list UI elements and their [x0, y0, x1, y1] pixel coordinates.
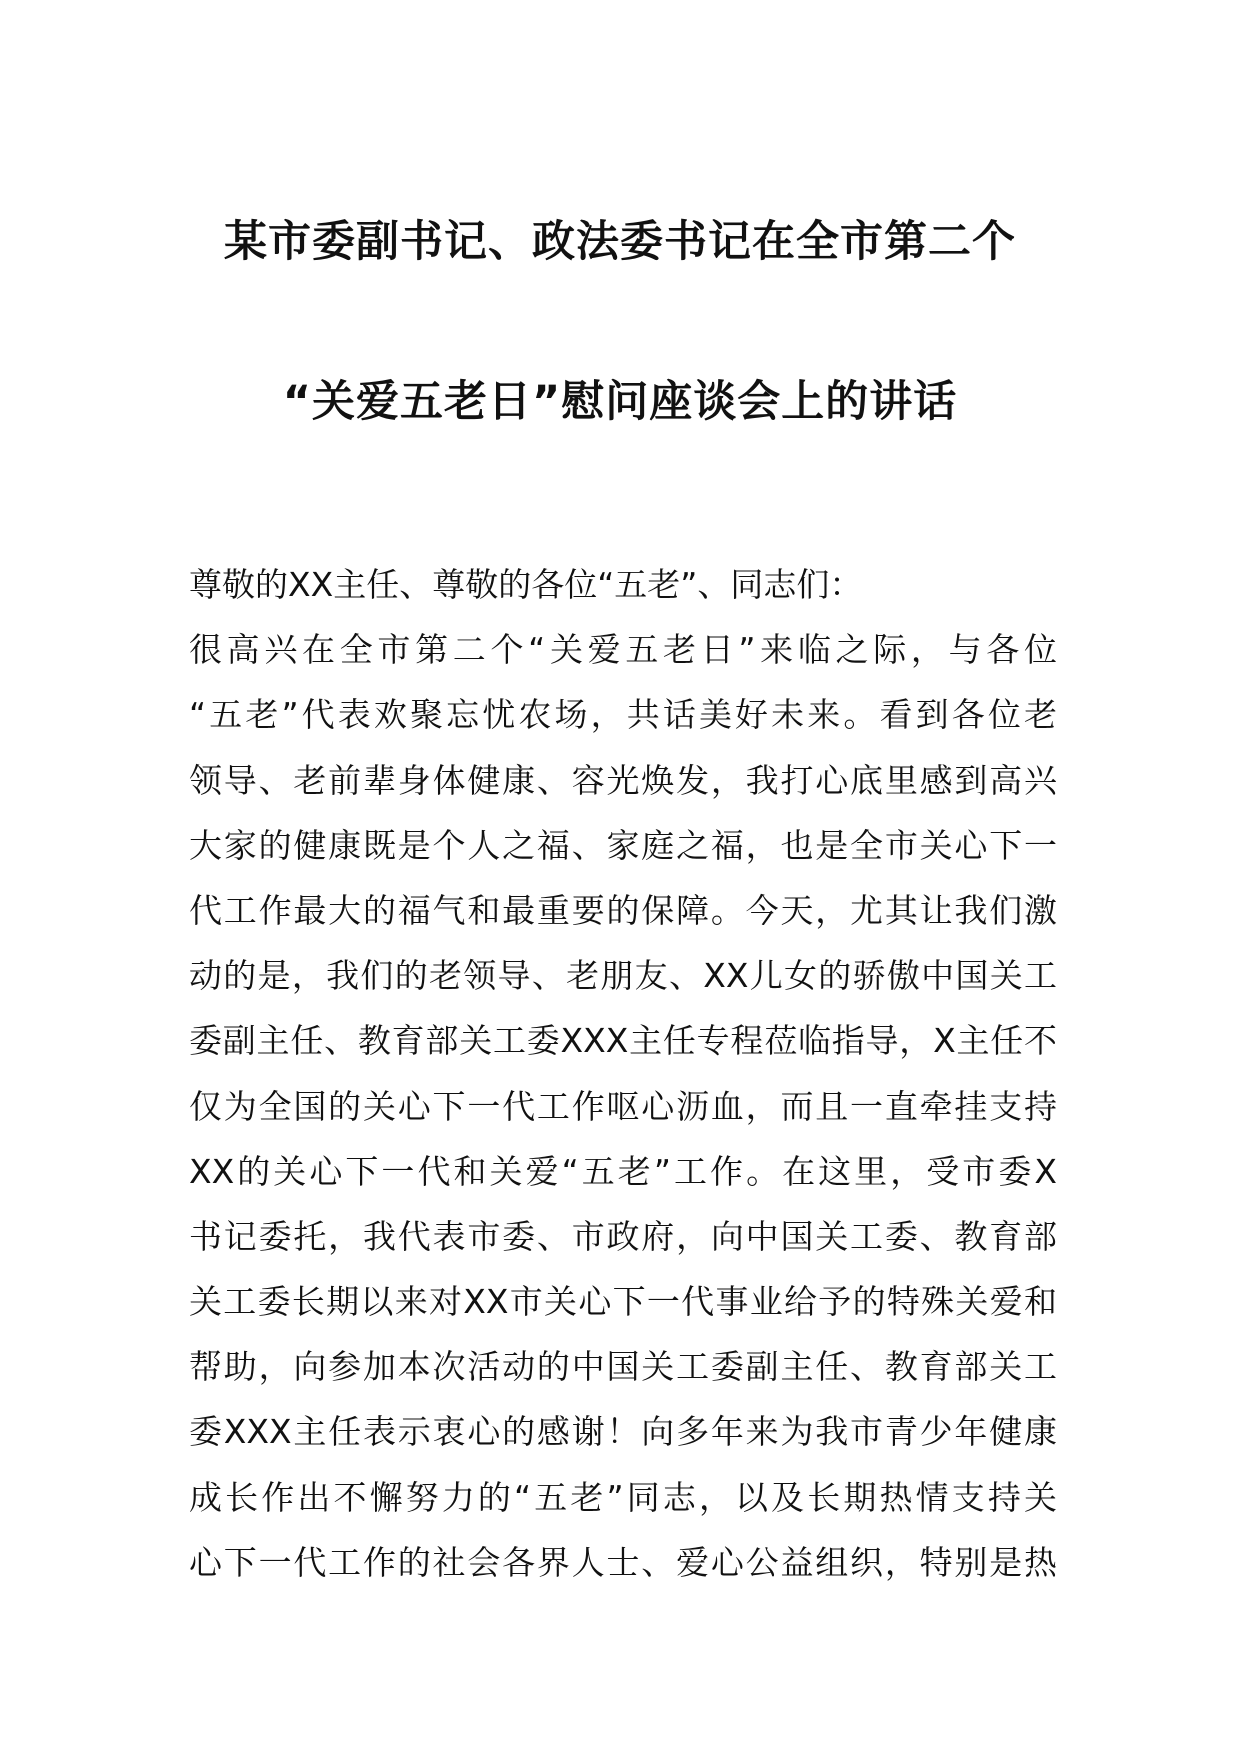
- body-line: XX的关心下一代和关爱“五老”工作。在这里，受市委X: [189, 1151, 1057, 1191]
- salutation-line: 尊敬的XX主任、尊敬的各位“五老”、同志们：: [189, 565, 863, 604]
- body-line: 委副主任、教育部关工委XXX主任专程莅临指导，X主任不: [189, 1021, 1057, 1061]
- body-line: “五老”代表欢聚忘忧农场，共话美好未来。看到各位老: [189, 695, 1057, 735]
- body-line: 心下一代工作的社会各界人士、爱心公益组织，特别是热: [189, 1542, 1057, 1582]
- body-line: 仅为全国的关心下一代工作呕心沥血，而且一直牵挂支持: [189, 1086, 1057, 1126]
- body-line: 代工作最大的福气和最重要的保障。今天，尤其让我们激: [189, 890, 1057, 930]
- body-line: 动的是，我们的老领导、老朋友、XX儿女的骄傲中国关工: [189, 956, 1057, 996]
- body-line: 书记委托，我代表市委、市政府，向中国关工委、教育部: [189, 1216, 1057, 1256]
- document-title-line-2: “关爱五老日”慰问座谈会上的讲话: [282, 377, 958, 427]
- body-line: 关工委长期以来对XX市关心下一代事业给予的特殊关爱和: [189, 1282, 1057, 1322]
- body-line: 大家的健康既是个人之福、家庭之福，也是全市关心下一: [189, 825, 1057, 865]
- speech-body: [189, 552, 1057, 1595]
- body-line: 帮助，向参加本次活动的中国关工委副主任、教育部关工: [189, 1347, 1057, 1387]
- document-title-line-1: 某市委副书记、政法委书记在全市第二个: [224, 217, 1016, 267]
- body-line: 很高兴在全市第二个“关爱五老日”来临之际，与各位: [189, 630, 1057, 670]
- body-line: 领导、老前辈身体健康、容光焕发，我打心底里感到高兴: [189, 760, 1057, 800]
- body-line: 成长作出不懈努力的“五老”同志，以及长期热情支持关: [189, 1477, 1057, 1517]
- body-line: 委XXX主任表示衷心的感谢！向多年来为我市青少年健康: [189, 1412, 1057, 1452]
